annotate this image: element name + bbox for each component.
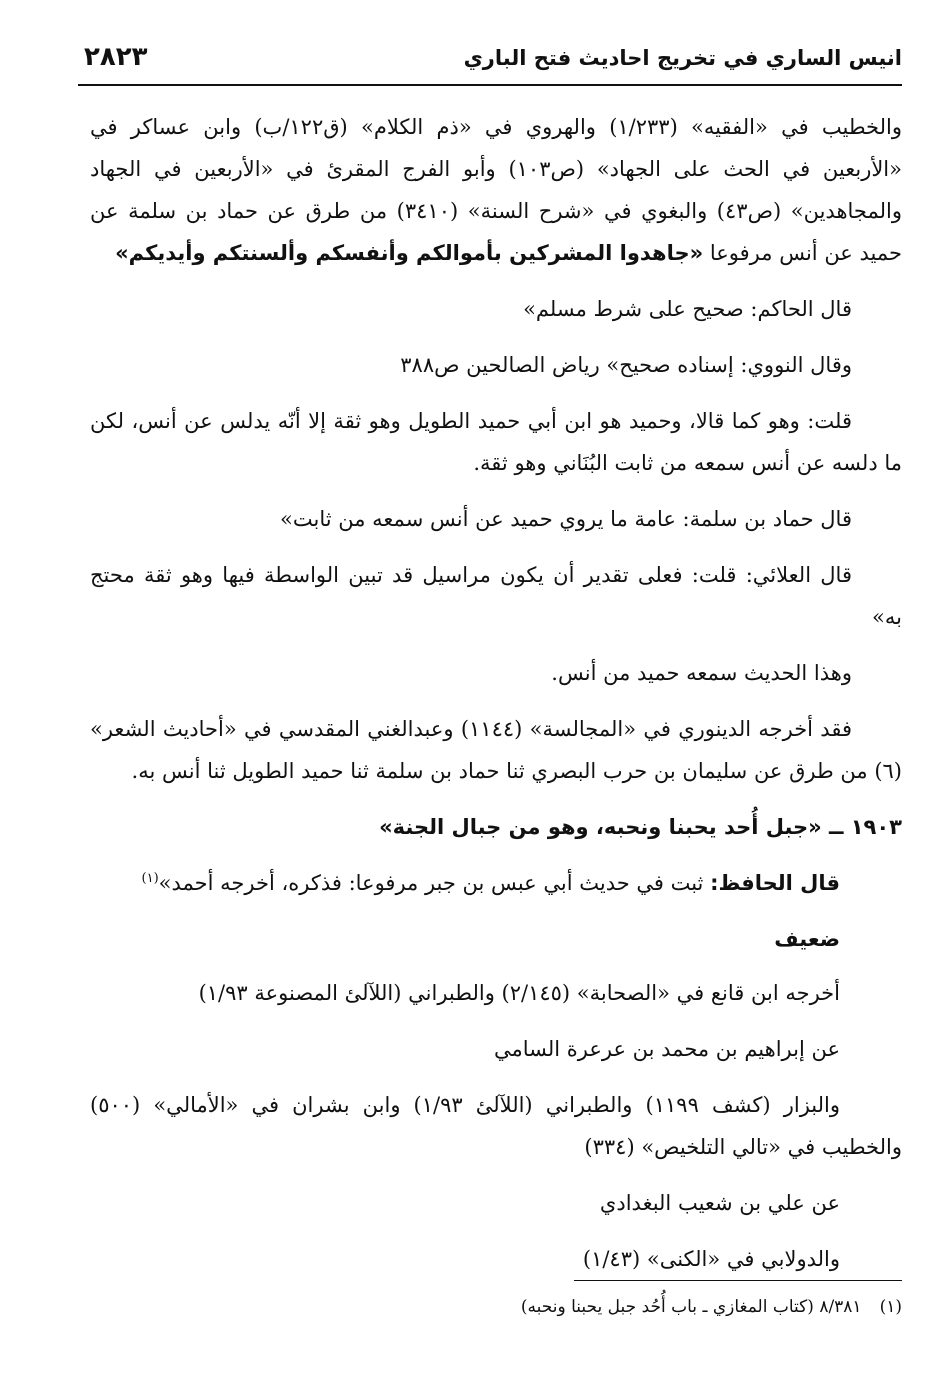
- paragraph-ali: عن علي بن شعيب البغدادي: [599, 1191, 840, 1215]
- footnote: [120, 1292, 902, 1322]
- paragraph-hammad: قال حماد بن سلمة: عامة ما يروي حميد عن أنس سمعه من ثابت»: [280, 507, 852, 531]
- running-title: انيس الساري في تخريج احاديث فتح الباري: [463, 46, 902, 70]
- paragraph-1: [90, 106, 902, 274]
- paragraph-nawawi: وقال النووي: إسناده صحيح» رياض الصالحين ص٣٨٨: [400, 353, 852, 377]
- hafiz-label: قال الحافظ:: [710, 871, 840, 895]
- paragraph-1-text: والخطيب في «الفقيه» (١/٢٣٣) والهروي في «ذم الكلام» (ق١٢٢/ب) وابن عساكر في «الأربعين في الحث على الجهاد» (ص١٠٣) وأبو الفرج المقرئ في «الأربعين في الجهاد والمجاهدين» (ص٤٣) والبغوي في «شرح السنة» (٣٤١٠) من طرق عن حماد بن سلمة عن حميد عن أنس مرفوعا: [90, 115, 902, 265]
- paragraph-dinawari: فقد أخرجه الدينوري في «المجالسة» (١١٤٤) وعبدالغني المقدسي في «أحاديث الشعر» (٦) من طرق عن سليمان بن حرب البصري ثنا حماد بن سلمة ثنا حميد الطويل ثنا أنس به.: [90, 717, 902, 783]
- footnote-reference: (١): [141, 871, 159, 886]
- hafiz-text: ثبت في حديث أبي عبس بن جبر مرفوعا: فذكره، أخرجه أحمد»: [158, 871, 711, 895]
- hadith-quote-bold: «جاهدوا المشركين بأموالكم وأنفسكم وألسنتكم وأيديكم»: [115, 241, 704, 265]
- footnote-marker: (١): [879, 1297, 902, 1317]
- paragraph-hafiz: [90, 862, 902, 904]
- paragraph-ibn-qani: أخرجه ابن قانع في «الصحابة» (٢/١٤٥) والطبراني (اللآلئ المصنوعة ١/٩٣): [198, 981, 840, 1005]
- page-header: [78, 40, 902, 86]
- paragraph-heard: وهذا الحديث سمعه حميد من أنس.: [551, 661, 852, 685]
- paragraph-hakim: قال الحاكم: صحيح على شرط مسلم»: [523, 297, 852, 321]
- paragraph-ibrahim: عن إبراهيم بن محمد بن عرعرة السامي: [493, 1037, 840, 1061]
- paragraph-dulabi: والدولابي في «الكنى» (١/٤٣): [582, 1247, 840, 1271]
- hadith-heading: ١٩٠٣ ــ «جبل أُحد يحبنا ونحبه، وهو من جبال الجنة»: [379, 815, 902, 839]
- page-body: [90, 106, 902, 1294]
- page-number: ٢٨٢٣: [84, 42, 148, 72]
- paragraph-comment: قلت: وهو كما قالا، وحميد هو ابن أبي حميد الطويل وهو ثقة إلا أنّه يدلس عن أنس، لكن ما دلسه عن أنس سمعه من ثابت البُنَاني وهو ثقة.: [90, 409, 902, 475]
- paragraph-bazzar: والبزار (كشف ١١٩٩) والطبراني (اللآلئ ١/٩٣) وابن بشران في «الأمالي» (٥٠٠) والخطيب في «تالي التلخيص» (٣٣٤): [90, 1093, 902, 1159]
- verdict-label: ضعيف: [774, 927, 840, 951]
- footnote-separator: [574, 1280, 902, 1281]
- footnote-text: ٨/٣٨١ (كتاب المغازي ـ باب أُحُد جبل يحبنا ونحبه): [520, 1297, 862, 1317]
- paragraph-alai: قال العلائي: قلت: فعلى تقدير أن يكون مراسيل قد تبين الواسطة فيها وهو ثقة محتج به»: [90, 563, 902, 629]
